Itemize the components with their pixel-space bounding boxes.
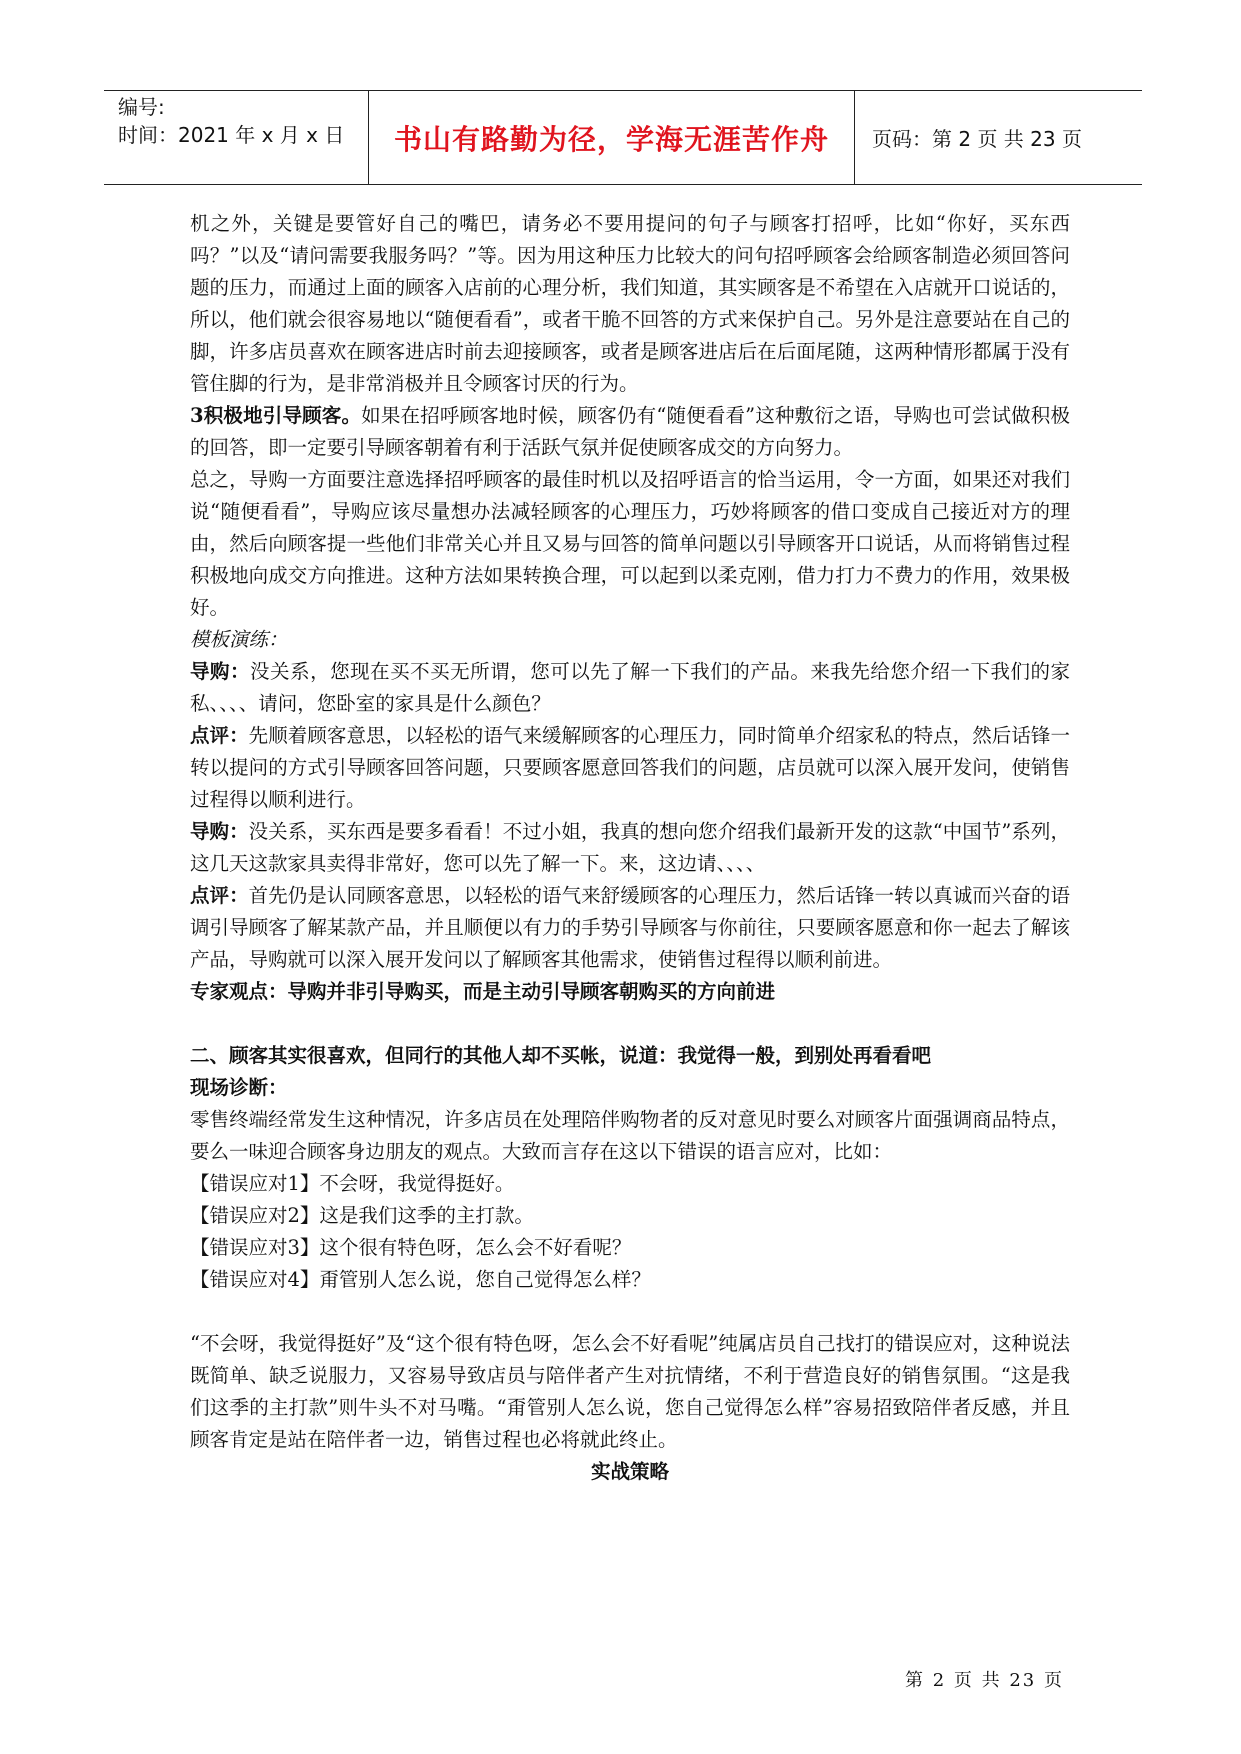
guide-dialogue-1 (190, 656, 1070, 720)
comment-text-2: 首先仍是认同顾客意思，以轻松的语气来舒缓顾客的心理压力，然后话锋一转以真诚而兴奋的语调引导顾客了解某款产品，并且顺便以有力的手势引导顾客与你前往，只要顾客愿意和你一起去了解该产品，导购就可以深入展开发问以了解顾客其他需求，使销售过程得以顺利前进。 (190, 884, 1070, 971)
header-info-cell (104, 91, 368, 184)
diagnosis-title: 现场诊断： (190, 1076, 288, 1099)
spacer (190, 1008, 1070, 1040)
paragraph-1: 机之外，关键是要管好自己的嘴巴，请务必不要用提问的句子与顾客打招呼，比如“你好，买东西吗？”以及“请问需要我服务吗？”等。因为用这种压力比较大的问句招呼顾客会给顾客制造必须回答问题的压力，而通过上面的顾客入店前的心理分析，我们知道，其实顾客是不希望在入店就开口说话的，所以，他们就会很容易地以“随便看看”，或者干脆不回答的方式来保护自己。另外是注意要站在自己的脚，许多店员喜欢在顾客进店时前去迎接顾客，或者是顾客进店后在后面尾随，这两种情形都属于没有管住脚的行为，是非常消极并且令顾客讨厌的行为。 (190, 212, 1070, 395)
paragraph-2 (190, 400, 1070, 464)
strategy-title: 实战策略 (590, 1460, 669, 1483)
comment-1 (190, 720, 1070, 816)
comment-text-1: 先顺着顾客意思，以轻松的语气来缓解顾客的心理压力，同时简单介绍家私的特点，然后话锋一转以提问的方式引导顾客回答问题，只要顾客愿意回答我们的问题，店员就可以深入展开发问，使销售过程得以顺利进行。 (190, 724, 1070, 811)
guide-text-2: 没关系，买东西是要多看看！不过小姐，我真的想向您介绍我们最新开发的这款“中国节”系列，这几天这款家具卖得非常好，您可以先了解一下。来，这边请、、、、 (190, 820, 1070, 875)
paragraph-2-heading: 3积极地引导顾客。 (190, 404, 362, 427)
guide-label-1: 导购： (190, 660, 251, 683)
spacer (190, 1296, 1070, 1328)
header-page-code: 页码：第 2 页 共 23 页 (872, 127, 1082, 151)
document-body (190, 208, 1070, 1488)
expert-opinion: 专家观点：导购并非引导购买，而是主动引导顾客朝购买的方向前进 (190, 980, 776, 1003)
error-response-3: 【错误应对3】这个很有特色呀，怎么会不好看呢？ (190, 1236, 632, 1259)
comment-2 (190, 880, 1070, 976)
guide-dialogue-2 (190, 816, 1070, 880)
header-page-cell (854, 91, 1142, 184)
paragraph-5: “不会呀，我觉得挺好”及“这个很有特色呀，怎么会不好看呢”纯属店员自己找打的错误应对，这种说法既简单、缺乏说服力，又容易导致店员与陪伴者产生对抗情绪，不利于营造良好的销售氛围。“这是我们这季的主打款”则牛头不对马嘴。“甭管别人怎么说，您自己觉得怎么样”容易招致陪伴者反感，并且顾客肯定是站在陪伴者一边，销售过程也必将就此终止。 (190, 1332, 1070, 1451)
error-response-2: 【错误应对2】这是我们这季的主打款。 (190, 1204, 534, 1227)
template-title: 模板演练： (190, 628, 288, 651)
comment-label-2: 点评： (190, 884, 249, 907)
error-response-1: 【错误应对1】不会呀，我觉得挺好。 (190, 1172, 515, 1195)
header-motto-cell (368, 91, 855, 184)
page-header (104, 90, 1142, 185)
error-response-4: 【错误应对4】甭管别人怎么说，您自己觉得怎么样？ (190, 1268, 651, 1291)
comment-label-1: 点评： (190, 724, 249, 747)
guide-text-1: 没关系，您现在买不买无所谓，您可以先了解一下我们的产品。来我先给您介绍一下我们的家私、、、、请问，您卧室的家具是什么颜色？ (190, 660, 1070, 715)
paragraph-2-text: 如果在招呼顾客地时候，顾客仍有“随便看看”这种敷衍之语，导购也可尝试做积极的回答，即一定要引导顾客朝着有利于活跃气氛并促使顾客成交的方向努力。 (190, 404, 1070, 459)
paragraph-4: 零售终端经常发生这种情况，许多店员在处理陪伴购物者的反对意见时要么对顾客片面强调商品特点，要么一味迎合顾客身边朋友的观点。大致而言存在这以下错误的语言应对，比如： (190, 1108, 1070, 1163)
guide-label-2: 导购： (190, 820, 249, 843)
document-time-label: 时间：2021 年 x 月 x 日 (118, 123, 345, 147)
section-2-title: 二、顾客其实很喜欢，但同行的其他人却不买帐，说道：我觉得一般，到别处再看看吧 (190, 1044, 932, 1067)
header-motto: 书山有路勤为径，学海无涯苦作舟 (393, 122, 829, 156)
document-number-label: 编号: (118, 95, 165, 119)
paragraph-3: 总之，导购一方面要注意选择招呼顾客的最佳时机以及招呼语言的恰当运用，令一方面，如果还对我们说“随便看看”，导购应该尽量想办法减轻顾客的心理压力，巧妙将顾客的借口变成自己接近对方的理由，然后向顾客提一些他们非常关心并且又易与回答的简单问题以引导顾客开口说话，从而将销售过程积极地向成交方向推进。这种方法如果转换合理，可以起到以柔克刚，借力打力不费力的作用，效果极好。 (190, 468, 1070, 619)
page-footer: 第 2 页 共 23 页 (905, 1670, 1064, 1691)
